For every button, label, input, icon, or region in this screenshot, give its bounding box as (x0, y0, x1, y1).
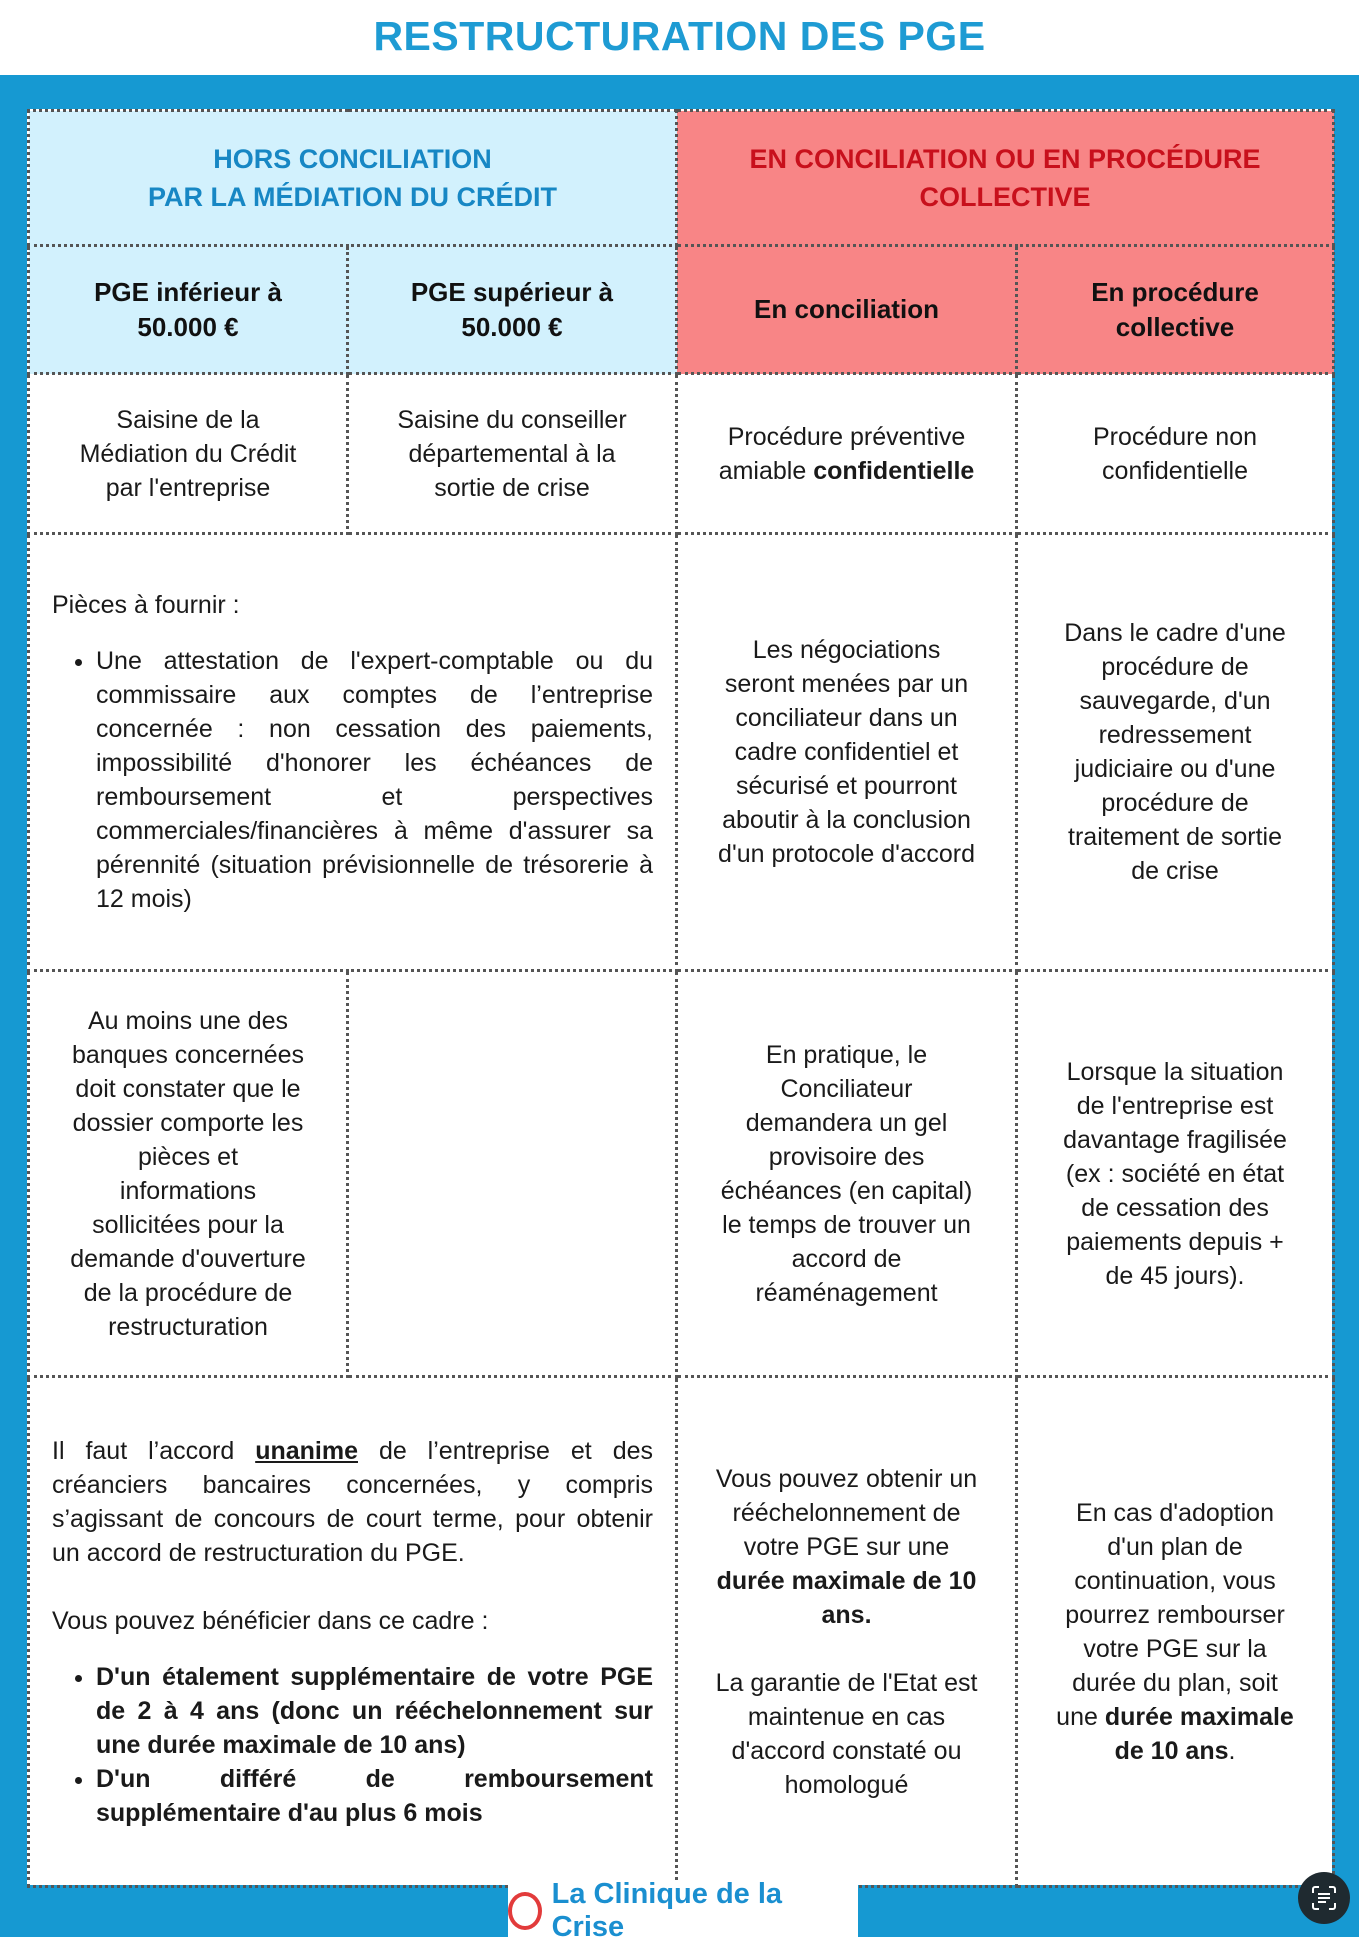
cell-saisine-conseiller: Saisine du conseiller départemental à la sortie de crise (348, 374, 677, 534)
brand-name: La Clinique de la Crise (551, 1878, 783, 1943)
cell-banques-concernees: Au moins une des banques concernées doit constater que le dossier comporte les pièces et informations sollicitées pour la demande d'ouverture de la procédure de restructuration (29, 971, 348, 1377)
subheader-en-procedure: En procédure collective (1017, 246, 1334, 374)
footer-brand (508, 1878, 858, 1943)
subheader-pge-superieur: PGE supérieur à 50.000 € (348, 246, 677, 374)
header-hors-conciliation: HORS CONCILIATION PAR LA MÉDIATION DU CRÉDIT (29, 111, 677, 246)
cell-empty (348, 971, 677, 1377)
list-item: • Une attestation de l'expert-comptable ou du commissaire aux comptes de l’entreprise concernée : non cessation des paiements, impossibilité d'honorer les échéances de remboursement et perspectives commerciales/financières à même d'assurer sa pérennité (situation prévisionnelle de trésorerie à 12 mois) (96, 644, 653, 916)
list-item: • D'un différé de remboursement supplémentaire d'au plus 6 mois (96, 1762, 653, 1830)
cell-cadre-procedure: Dans le cadre d'une procédure de sauvegarde, d'un redressement judiciaire ou d'une procédure de traitement de sortie de crise (1017, 534, 1334, 971)
cell-gel-provisoire: En pratique, le Conciliateur demandera un gel provisoire des échéances (en capital) le temps de trouver un accord de réaménagement (677, 971, 1017, 1377)
subheader-pge-inferieur: PGE inférieur à 50.000 € (29, 246, 348, 374)
cell-procedure-preventive: Procédure préventive amiable confidentielle (677, 374, 1017, 534)
cell-accord-unanime: Il faut l’accord unanime de l’entreprise et des créanciers bancaires concernées, y compris s’agissant de concours de court terme, pour obtenir un accord de restructuration du PGE. Vous pouvez bénéficier dans ce cadre : • D'un étalement supplémentaire de votre PGE de 2 à 4 ans (donc un rééchelonnement sur une durée maximale de 10 ans) • D'un différé de remboursement supplémentaire d'au plus 6 mois (29, 1377, 677, 1887)
cell-reechelonnement: Vous pouvez obtenir un rééchelonnement de votre PGE sur une durée maximale de 10 ans. La garantie de l'Etat est maintenue en cas d'accord constaté ou homologué (677, 1377, 1017, 1887)
cell-situation-fragilisee: Lorsque la situation de l'entreprise est davantage fragilisée (ex : société en état de cessation des paiements depuis + de 45 jours). (1017, 971, 1334, 1377)
cell-negociations: Les négociations seront menées par un conciliateur dans un cadre confidentiel et sécurisé et pourront aboutir à la conclusion d'un protocole d'accord (677, 534, 1017, 971)
cell-plan-continuation: En cas d'adoption d'un plan de continuation, vous pourrez rembourser votre PGE sur la durée du plan, soit une durée maximale de 10 ans. (1017, 1377, 1334, 1887)
subheader-en-conciliation: En conciliation (677, 246, 1017, 374)
table-frame (0, 75, 1359, 1937)
list-item: • D'un étalement supplémentaire de votre PGE de 2 à 4 ans (donc un rééchelonnement sur une durée maximale de 10 ans) (96, 1660, 653, 1762)
cell-procedure-non-confidentielle: Procédure non confidentielle (1017, 374, 1334, 534)
circle-logo-icon (508, 1892, 542, 1930)
cell-pieces-a-fournir: Pièces à fournir : • Une attestation de l'expert-comptable ou du commissaire aux comptes de l’entreprise concernée : non cessation des paiements, impossibilité d'honorer les échéances de remboursement et perspectives commerciales/financières à même d'assurer sa pérennité (situation prévisionnelle de trésorerie à 12 mois) (29, 534, 677, 971)
cell-saisine-mediation: Saisine de la Médiation du Crédit par l'entreprise (29, 374, 348, 534)
page-title: RESTRUCTURATION DES PGE (373, 12, 986, 59)
text-scan-icon[interactable] (1298, 1872, 1350, 1924)
comparison-table (27, 109, 1332, 1885)
header-en-conciliation: EN CONCILIATION OU EN PROCÉDURE COLLECTIVE (677, 111, 1334, 246)
